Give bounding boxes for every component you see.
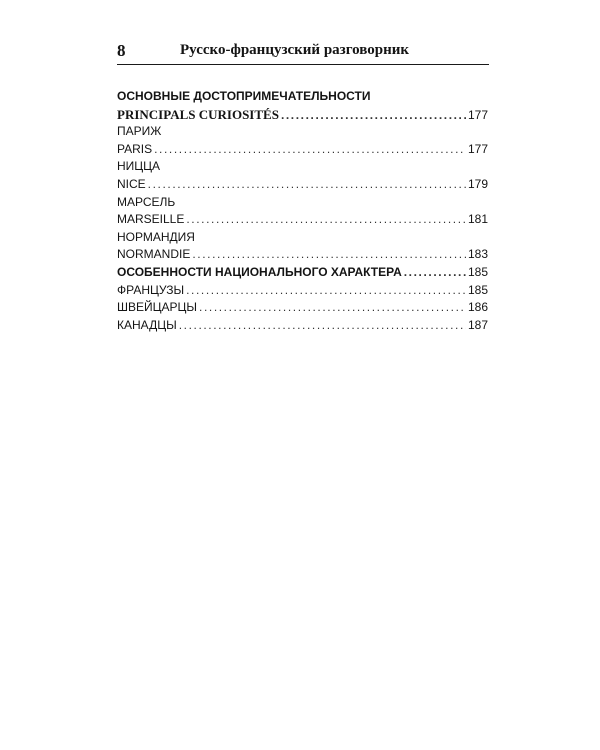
toc-entry-page: 177 (467, 107, 488, 122)
toc-entry-title: MARSEILLE (117, 212, 185, 227)
toc-entry-title: NORMANDIE (117, 247, 191, 262)
toc-entry-title: КАНАДЦЫ (117, 317, 177, 332)
toc-entry-normandie-fr (117, 246, 488, 264)
dot-leader (148, 176, 466, 194)
toc-entry-title: ФРАНЦУЗЫ (117, 282, 185, 297)
toc-entry-title: ШВЕЙЦАРЦЫ (117, 300, 198, 315)
toc-entry-title: МАРСЕЛЬ (117, 194, 176, 209)
table-of-contents (117, 88, 488, 334)
dot-leader (199, 299, 466, 317)
toc-entry-french (117, 282, 488, 300)
toc-entry-canadians (117, 317, 488, 335)
toc-entry-title: НИЦЦА (117, 159, 161, 174)
toc-entry-paris-fr (117, 141, 488, 159)
toc-heading-national-character (117, 264, 488, 282)
toc-entry-title: ОСНОВНЫЕ ДОСТОПРИМЕЧАТЕЛЬНОСТИ (117, 89, 371, 103)
toc-entry-page: 185 (467, 264, 488, 279)
toc-entry-page: 185 (467, 282, 488, 297)
toc-entry-swiss (117, 299, 488, 317)
running-header (117, 40, 489, 65)
toc-entry-marseille-fr (117, 211, 488, 229)
dot-leader (179, 317, 466, 335)
toc-entry-normandie-ru (117, 229, 488, 247)
toc-entry-page: 183 (467, 247, 488, 262)
dot-leader (404, 264, 466, 282)
toc-entry-nice-ru (117, 158, 488, 176)
dot-leader (154, 141, 466, 159)
toc-entry-nice-fr (117, 176, 488, 194)
toc-entry-page: 186 (467, 300, 488, 315)
page-number: 8 (117, 41, 126, 60)
toc-entry-page: 179 (467, 176, 488, 191)
dot-leader (186, 282, 466, 300)
toc-heading-sights-fr (117, 106, 488, 124)
toc-entry-page: 177 (467, 141, 488, 156)
dot-leader (281, 107, 466, 125)
dot-leader (186, 211, 466, 229)
toc-entry-title: NICE (117, 176, 146, 191)
toc-entry-title: PRINCIPALS CURIOSITÉS (117, 106, 279, 122)
toc-entry-title: ПАРИЖ (117, 124, 162, 139)
toc-entry-marseille-ru (117, 194, 488, 212)
toc-entry-page: 187 (467, 317, 488, 332)
toc-entry-paris-ru (117, 123, 488, 141)
toc-entry-page: 181 (467, 212, 488, 227)
toc-entry-title: НОРМАНДИЯ (117, 229, 195, 244)
running-title: Русско-французский разговорник (180, 42, 410, 58)
toc-entry-title: PARIS (117, 141, 153, 156)
toc-heading-sights-ru (117, 88, 488, 106)
dot-leader (192, 246, 466, 264)
toc-entry-title: ОСОБЕННОСТИ НАЦИОНАЛЬНОГО ХАРАКТЕРА (117, 264, 402, 279)
